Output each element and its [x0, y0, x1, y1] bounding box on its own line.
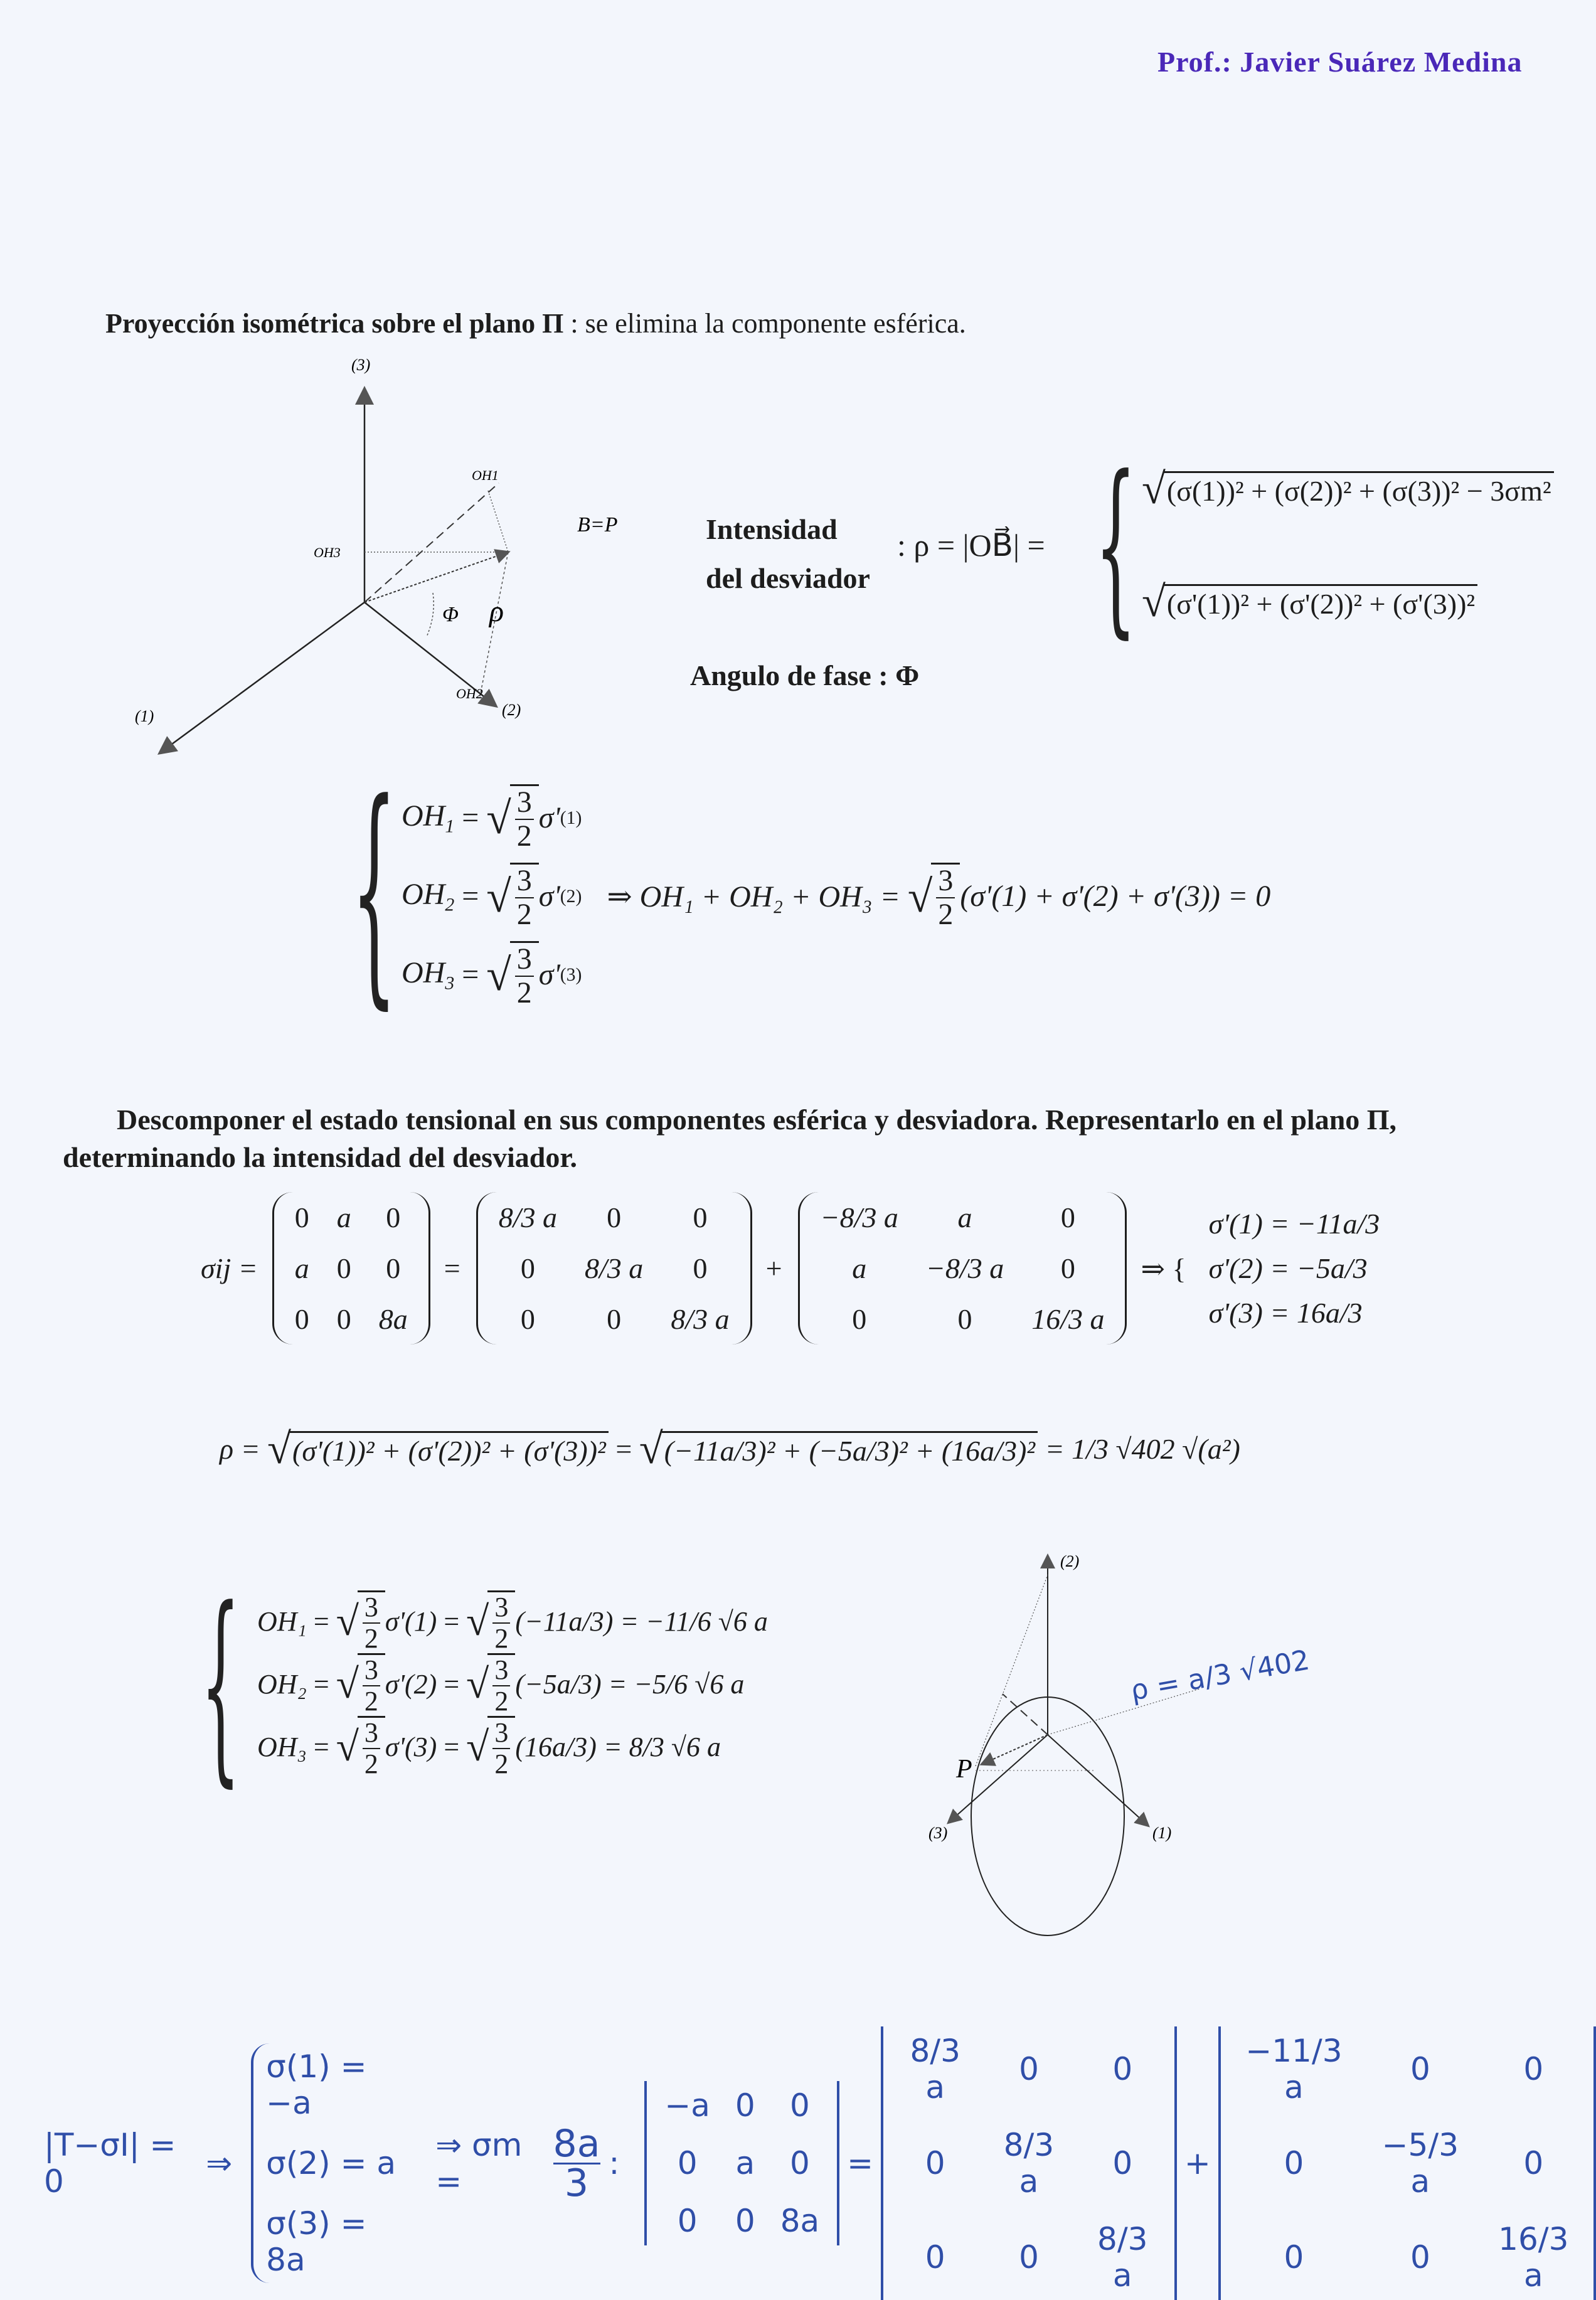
oh-sum-result: (σ'(1) + σ'(2) + σ'(3)) = 0: [960, 880, 1271, 913]
principal-stresses: [251, 2043, 417, 2283]
proj-dotted-1: [488, 491, 508, 552]
oh-values-brace: {: [201, 1564, 240, 1805]
axis-label-3: (3): [351, 356, 371, 374]
pi-plane-diagram: [928, 1531, 1568, 1932]
section1-title: [105, 307, 966, 339]
formula-principal: √ (σ(1))² + (σ(2))² + (σ(3))² − 3σm²: [1142, 467, 1554, 511]
oh-dashed: [1003, 1694, 1048, 1735]
point-b-label: B=P: [577, 513, 618, 536]
oh3-definition: $OH_3$ = √ $\frac{3}{2}$ σ' (3): [402, 942, 582, 1009]
axis-label-2: (2): [502, 701, 521, 719]
mean-stress-label: ⇒ σm =: [435, 2127, 523, 2200]
rho-definition: : ρ = |OB⃗| =: [897, 528, 1045, 563]
oh2-label: OH2: [456, 686, 483, 701]
oh1-label: OH1: [472, 467, 499, 483]
oh1-dashed-line: [364, 483, 499, 602]
char-equation: |T−σI| = 0: [44, 2127, 176, 2200]
spherical-matrix: 8/3 a 0 0 0 8/3 a 0 0 0 8/3 a: [474, 1192, 752, 1344]
pi-axis-label-2: (2): [1060, 1552, 1080, 1570]
rho-annotation: ρ = a/3 √402: [1128, 1644, 1312, 1707]
cases-brace: {: [1095, 436, 1137, 655]
formula-principal-body: (σ(1))² + (σ(2))² + (σ(3))² − 3σm²: [1164, 471, 1554, 508]
oh3-value: OH₃ = √ $\frac{3}{2}$ σ'(3) = √ $\frac{3}{2}$ (16a/3) = 8/3 √6 a: [257, 1717, 721, 1779]
stress-tensor-matrix: 0 a 0 a 0 0 0 0 8a: [270, 1192, 430, 1344]
oh3-label: OH3: [314, 545, 341, 560]
oh-sum-statement: ⇒ OH₁ + OH₂ + OH₃ =: [607, 880, 900, 913]
oh2-value: OH₂ = √ $\frac{3}{2}$ σ'(2) = √ $\frac{3}{2}$ (−5a/3) = −5/6 √6 a: [257, 1654, 745, 1717]
phi-arc: [427, 593, 434, 637]
isometric-projection-diagram: [125, 351, 690, 740]
deviatoric-principal-values: [1209, 1207, 1380, 1329]
sigma-prime-1: σ'(1) = −11a/3: [1208, 1208, 1380, 1240]
section1-title-rest: : se elimina la componente esférica.: [563, 308, 966, 339]
phase-angle-label: Angulo de fase : Φ: [690, 659, 920, 691]
rho-substituted: (−11a/3)² + (−5a/3)² + (16a/3)²: [662, 1431, 1038, 1467]
sigma-prime-3: σ'(3) = 16a/3: [1208, 1297, 1363, 1329]
pi-axis-label-3: (3): [928, 1824, 948, 1842]
rho-calculation: ρ = √ (σ'(1))² + (σ'(2))² + (σ'(3))² = √ (−11a/3)² + (−5a/3)² + (16a/3)² = 1/3 √402 √(a²): [220, 1425, 1240, 1472]
tensor-decomposition: σij = 0 a 0 a 0 0 0 0 8a = 8/3 a 0 0 0 8/3 a 0 0 0 8/3 a + −8/3 a a 0 a −8/3 a 0 0 0 16/3 a ⇒ { σ'(1) = −11a/3 σ'(2) = −5a/3 σ'(3) = 16a/3: [201, 1192, 1380, 1344]
handwritten-solution: |T−σI| = 0 ⇒ σ(1) = −a σ(2) = a σ(3) = 8a ⇒ σm = $\frac{8a}{3}$ : −a 0 0 0 a 0 0 0 8a = 8/3 a 0 0 0 8/3 a 0 0 0 8/3 a + −11/3 a 0 0 0 −5/3 a 0 0 0 16/3 a: [44, 2026, 1596, 2300]
intensity-label-line2: del desviador: [706, 562, 870, 594]
principal-2: σ(2) = a: [266, 2145, 396, 2181]
sigma-ij-label: σij =: [201, 1252, 258, 1284]
proj-dotted: [976, 1575, 1048, 1766]
rho-vector: [364, 552, 508, 602]
oh1-definition: $OH_1$ = √ $\frac{3}{2}$ σ' (1): [402, 785, 582, 853]
rho-general: (σ'(1))² + (σ'(2))² + (σ'(3))²: [290, 1431, 609, 1467]
axis-label-1: (1): [135, 707, 154, 725]
pi-axis-1: [1048, 1735, 1148, 1826]
sigma-prime-2: σ'(2) = −5a/3: [1208, 1252, 1368, 1284]
rho-label: ρ: [489, 595, 504, 628]
hand-diag-tensor: −a 0 0 0 a 0 0 0 8a: [644, 2081, 839, 2245]
point-p-label: P: [956, 1755, 972, 1784]
deviatoric-matrix: −8/3 a a 0 a −8/3 a 0 0 0 16/3 a: [796, 1192, 1127, 1344]
formula-deviatoric: √ (σ'(1))² + (σ'(2))² + (σ'(3))²: [1142, 580, 1477, 624]
axis-1: [160, 602, 364, 753]
phi-label: Φ: [442, 603, 459, 626]
intensity-label: [706, 505, 870, 603]
formula-deviatoric-body: (σ'(1))² + (σ'(2))² + (σ'(3))²: [1164, 584, 1477, 620]
p-vector: [982, 1735, 1048, 1764]
oh2-definition: $OH_2$ = √ $\frac{3}{2}$ σ' (2) ⇒ OH₁ + OH₂ + OH₃ = √ $\frac{3}{2}$ (σ'(1) + σ'(2) + σ'(3)) = 0: [402, 864, 1271, 931]
section1-title-bold: Proyección isométrica sobre el plano Π: [105, 308, 564, 339]
pi-axis-label-1: (1): [1152, 1824, 1172, 1842]
hand-spherical: 8/3 a 0 0 0 8/3 a 0 0 0 8/3 a: [881, 2026, 1177, 2300]
principal-3: σ(3) = 8a: [266, 2205, 367, 2278]
oh1-value: OH₁ = √ $\frac{3}{2}$ σ'(1) = √ $\frac{3}{2}$ (−11a/3) = −11/6 √6 a: [257, 1592, 768, 1654]
principal-1: σ(1) = −a: [266, 2048, 367, 2121]
mean-stress-value: $\frac{8a}{3}$: [553, 2121, 600, 2205]
intensity-label-line1: Intensidad: [706, 513, 838, 545]
rho-result: = 1/3 √402 √(a²): [1045, 1433, 1240, 1465]
problem-statement: Descomponer el estado tensional en sus componentes esférica y desviadora. Representarlo en el plano Π, determinando la intensidad del desviador.: [63, 1104, 1397, 1173]
author-header: Prof.: Javier Suárez Medina: [1157, 46, 1523, 78]
oh-cases-brace: {: [351, 752, 397, 1030]
hand-deviatoric: −11/3 a 0 0 0 −5/3 a 0 0 0 16/3 a: [1218, 2026, 1596, 2300]
